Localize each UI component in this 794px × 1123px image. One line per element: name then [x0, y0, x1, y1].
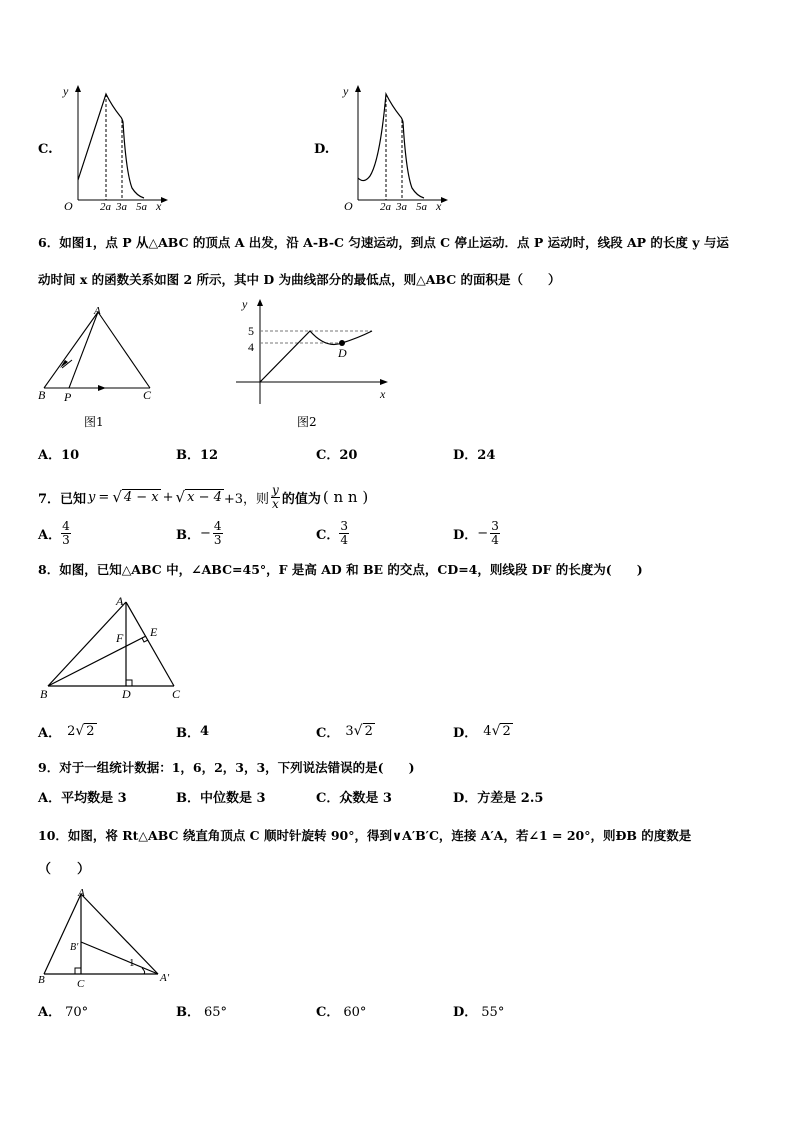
q7-frac-den: x [272, 496, 279, 511]
fig1-label-c: C [143, 388, 152, 402]
option-label: B． [176, 1005, 200, 1020]
q8-option-d [453, 720, 513, 742]
option-value: 10 [61, 448, 80, 463]
option-value: 4 [200, 723, 210, 739]
fig2-value-5: 5 [248, 324, 254, 338]
option-label: D． [453, 725, 478, 741]
option-label: D． [453, 1005, 478, 1020]
q9-option-a [38, 791, 127, 807]
option-coef: 4 [483, 723, 492, 739]
q10-label-c: C [77, 978, 85, 990]
q10-label-b: B [38, 974, 45, 986]
q7-radicand-1: 4 − x [123, 490, 159, 505]
q10-paren: （ ） [38, 862, 91, 877]
q8-option-c [316, 720, 375, 742]
fig2-value-4: 4 [248, 340, 254, 354]
q10-label-a: A [78, 887, 85, 899]
tick-5a: 5a [136, 201, 147, 213]
frac-num: 4 [213, 518, 222, 533]
q10-option-b [176, 1005, 227, 1021]
option-label: C． [316, 1005, 340, 1020]
tick-3a: 3a [116, 201, 127, 213]
q6-figure1 [34, 302, 164, 402]
option-label: B． [176, 791, 200, 806]
q8-label-c: C [172, 687, 181, 700]
frac-num: 3 [340, 518, 348, 533]
q8-label-d: D [122, 687, 131, 700]
option-value: 中位数是 3 [200, 791, 266, 806]
option-value: 众数是 3 [339, 791, 392, 806]
q10-figure [34, 884, 184, 992]
option-coef: 2 [67, 723, 76, 739]
q7-var-y: y [88, 489, 96, 505]
q10-label-a-prime: A′ [160, 972, 170, 984]
axis-x-label: x [436, 199, 442, 213]
q8-option-b [176, 720, 209, 742]
option-label: C． [316, 791, 340, 806]
option-c-label: C. [38, 142, 53, 157]
q10-option-d [453, 1005, 504, 1021]
origin-label: O [344, 199, 353, 213]
frac-den: 4 [491, 532, 499, 547]
option-value: 方差是 2.5 [477, 791, 544, 806]
fig1-caption: 图1 [84, 415, 104, 429]
q7-blank: ( n n ) [322, 488, 369, 506]
axis-x-label: x [156, 199, 162, 213]
option-value: 70° [65, 1005, 89, 1020]
q9-option-d [453, 791, 543, 807]
q8-stem: 8．如图，已知△ABC 中，∠ABC=45°，F 是高 AD 和 BE 的交点，CD=4，则线段 DF 的长度为( ) [38, 562, 643, 577]
q5-graph-d [340, 82, 450, 214]
option-radicand: 2 [86, 724, 95, 739]
frac-den: 3 [213, 532, 222, 547]
q7-stem [38, 480, 368, 514]
q10-option-a [38, 1005, 88, 1021]
origin-label: O [64, 199, 73, 213]
q7-option-c [316, 515, 349, 551]
option-sign: − [200, 525, 211, 541]
option-label: B． [176, 448, 200, 463]
option-radicand: 2 [364, 724, 373, 739]
q6-option-b [176, 448, 218, 464]
q8-option-a [38, 720, 97, 742]
option-label: D． [453, 791, 478, 806]
option-label: A． [38, 791, 62, 806]
sqrt-icon: √ [175, 488, 186, 506]
q7-option-b [176, 515, 223, 551]
q10-stem: 10．如图，将 Rt△ABC 绕直角顶点 C 顺时针旋转 90°，得到∨A′B′C，连接 A′A，若∠1 = 20°，则ÐB 的度数是 [38, 828, 692, 843]
option-label: A． [38, 527, 62, 543]
q10-option-c [316, 1005, 366, 1021]
q7-radicand-2: x − 4 [187, 490, 222, 505]
q7-plus3: +3，则 [223, 491, 270, 507]
option-value: 12 [200, 448, 219, 463]
option-label: A． [38, 725, 62, 741]
sqrt-icon: √ [491, 723, 501, 739]
q7-prefix: 7．已知 [38, 491, 87, 507]
option-label: B． [176, 527, 200, 543]
fig1-label-a: A [94, 305, 101, 317]
q10-label-b-prime: B′ [70, 942, 79, 953]
q8-label-f: F [116, 631, 124, 645]
fig2-label-d: D [338, 346, 347, 360]
q7-equals: = [98, 489, 110, 505]
fig1-label-p: P [64, 390, 72, 402]
tick-2a: 2a [380, 201, 391, 213]
q6-option-d [453, 448, 495, 464]
sqrt-icon: √ [75, 723, 85, 739]
option-label: D． [453, 448, 478, 463]
option-label: A． [38, 448, 62, 463]
q9-option-b [176, 791, 266, 807]
option-value: 24 [477, 448, 496, 463]
option-label: D． [453, 527, 478, 543]
q7-plus: + [162, 489, 174, 505]
q6-figure2 [230, 294, 400, 406]
frac-num: 4 [62, 518, 70, 533]
frac-den: 4 [340, 532, 348, 547]
option-radicand: 2 [502, 724, 511, 739]
option-value: 60° [343, 1005, 367, 1020]
option-label: C． [316, 725, 340, 741]
q6-stem-line2: 动时间 x 的函数关系如图 2 所示，其中 D 为曲线部分的最低点，则△ABC 的面积是（ ） [38, 272, 561, 287]
q6-option-a [38, 448, 79, 464]
q8-label-a: A [116, 594, 124, 608]
option-value: 20 [339, 448, 358, 463]
option-label: C． [316, 448, 340, 463]
option-fraction [61, 520, 71, 547]
option-fraction [490, 520, 500, 547]
q8-label-b: B [40, 687, 48, 700]
q7-option-a [38, 515, 71, 551]
option-sign: − [477, 525, 489, 541]
sqrt-icon: √ [353, 723, 363, 739]
option-fraction [339, 520, 349, 547]
q6-option-c [316, 448, 357, 464]
q7-option-d [453, 515, 500, 551]
option-d-label: D. [314, 142, 330, 157]
q7-fraction [271, 484, 280, 511]
option-label: A． [38, 1005, 62, 1020]
q7-suffix: 的值为 [281, 491, 321, 507]
option-label: C． [316, 527, 340, 543]
q9-stem: 9．对于一组统计数据：1，6，2，3，3，下列说法错误的是( ) [38, 760, 415, 775]
q6-stem-line1: 6．如图1，点 P 从△ABC 的顶点 A 出发，沿 A-B-C 匀速运动，到点 C 停止运动．点 P 运动时，线段 AP 的长度 y 与运 [38, 235, 729, 250]
option-value: 平均数是 3 [61, 791, 127, 806]
frac-num: 3 [491, 518, 499, 533]
q5-graph-c [60, 82, 170, 214]
tick-3a: 3a [396, 201, 407, 213]
q8-label-e: E [150, 625, 158, 639]
tick-5a: 5a [416, 201, 427, 213]
fig2-caption: 图2 [297, 415, 317, 429]
q7-frac-num: y [272, 482, 279, 497]
frac-den: 3 [62, 532, 70, 547]
fig2-axis-y: y [242, 297, 248, 311]
option-value: 65° [204, 1005, 228, 1020]
option-fraction [213, 520, 223, 547]
tick-2a: 2a [100, 201, 111, 213]
axis-y-label: y [343, 84, 349, 98]
q10-label-angle-1: 1 [129, 957, 135, 969]
q9-option-c [316, 791, 392, 807]
option-label: B． [176, 725, 200, 741]
q8-figure [36, 592, 192, 700]
fig1-label-b: B [38, 388, 46, 402]
fig2-axis-x: x [380, 387, 386, 401]
option-value: 55° [481, 1005, 505, 1020]
axis-y-label: y [63, 84, 69, 98]
sqrt-icon: √ [112, 488, 122, 506]
option-coef: 3 [345, 723, 354, 739]
